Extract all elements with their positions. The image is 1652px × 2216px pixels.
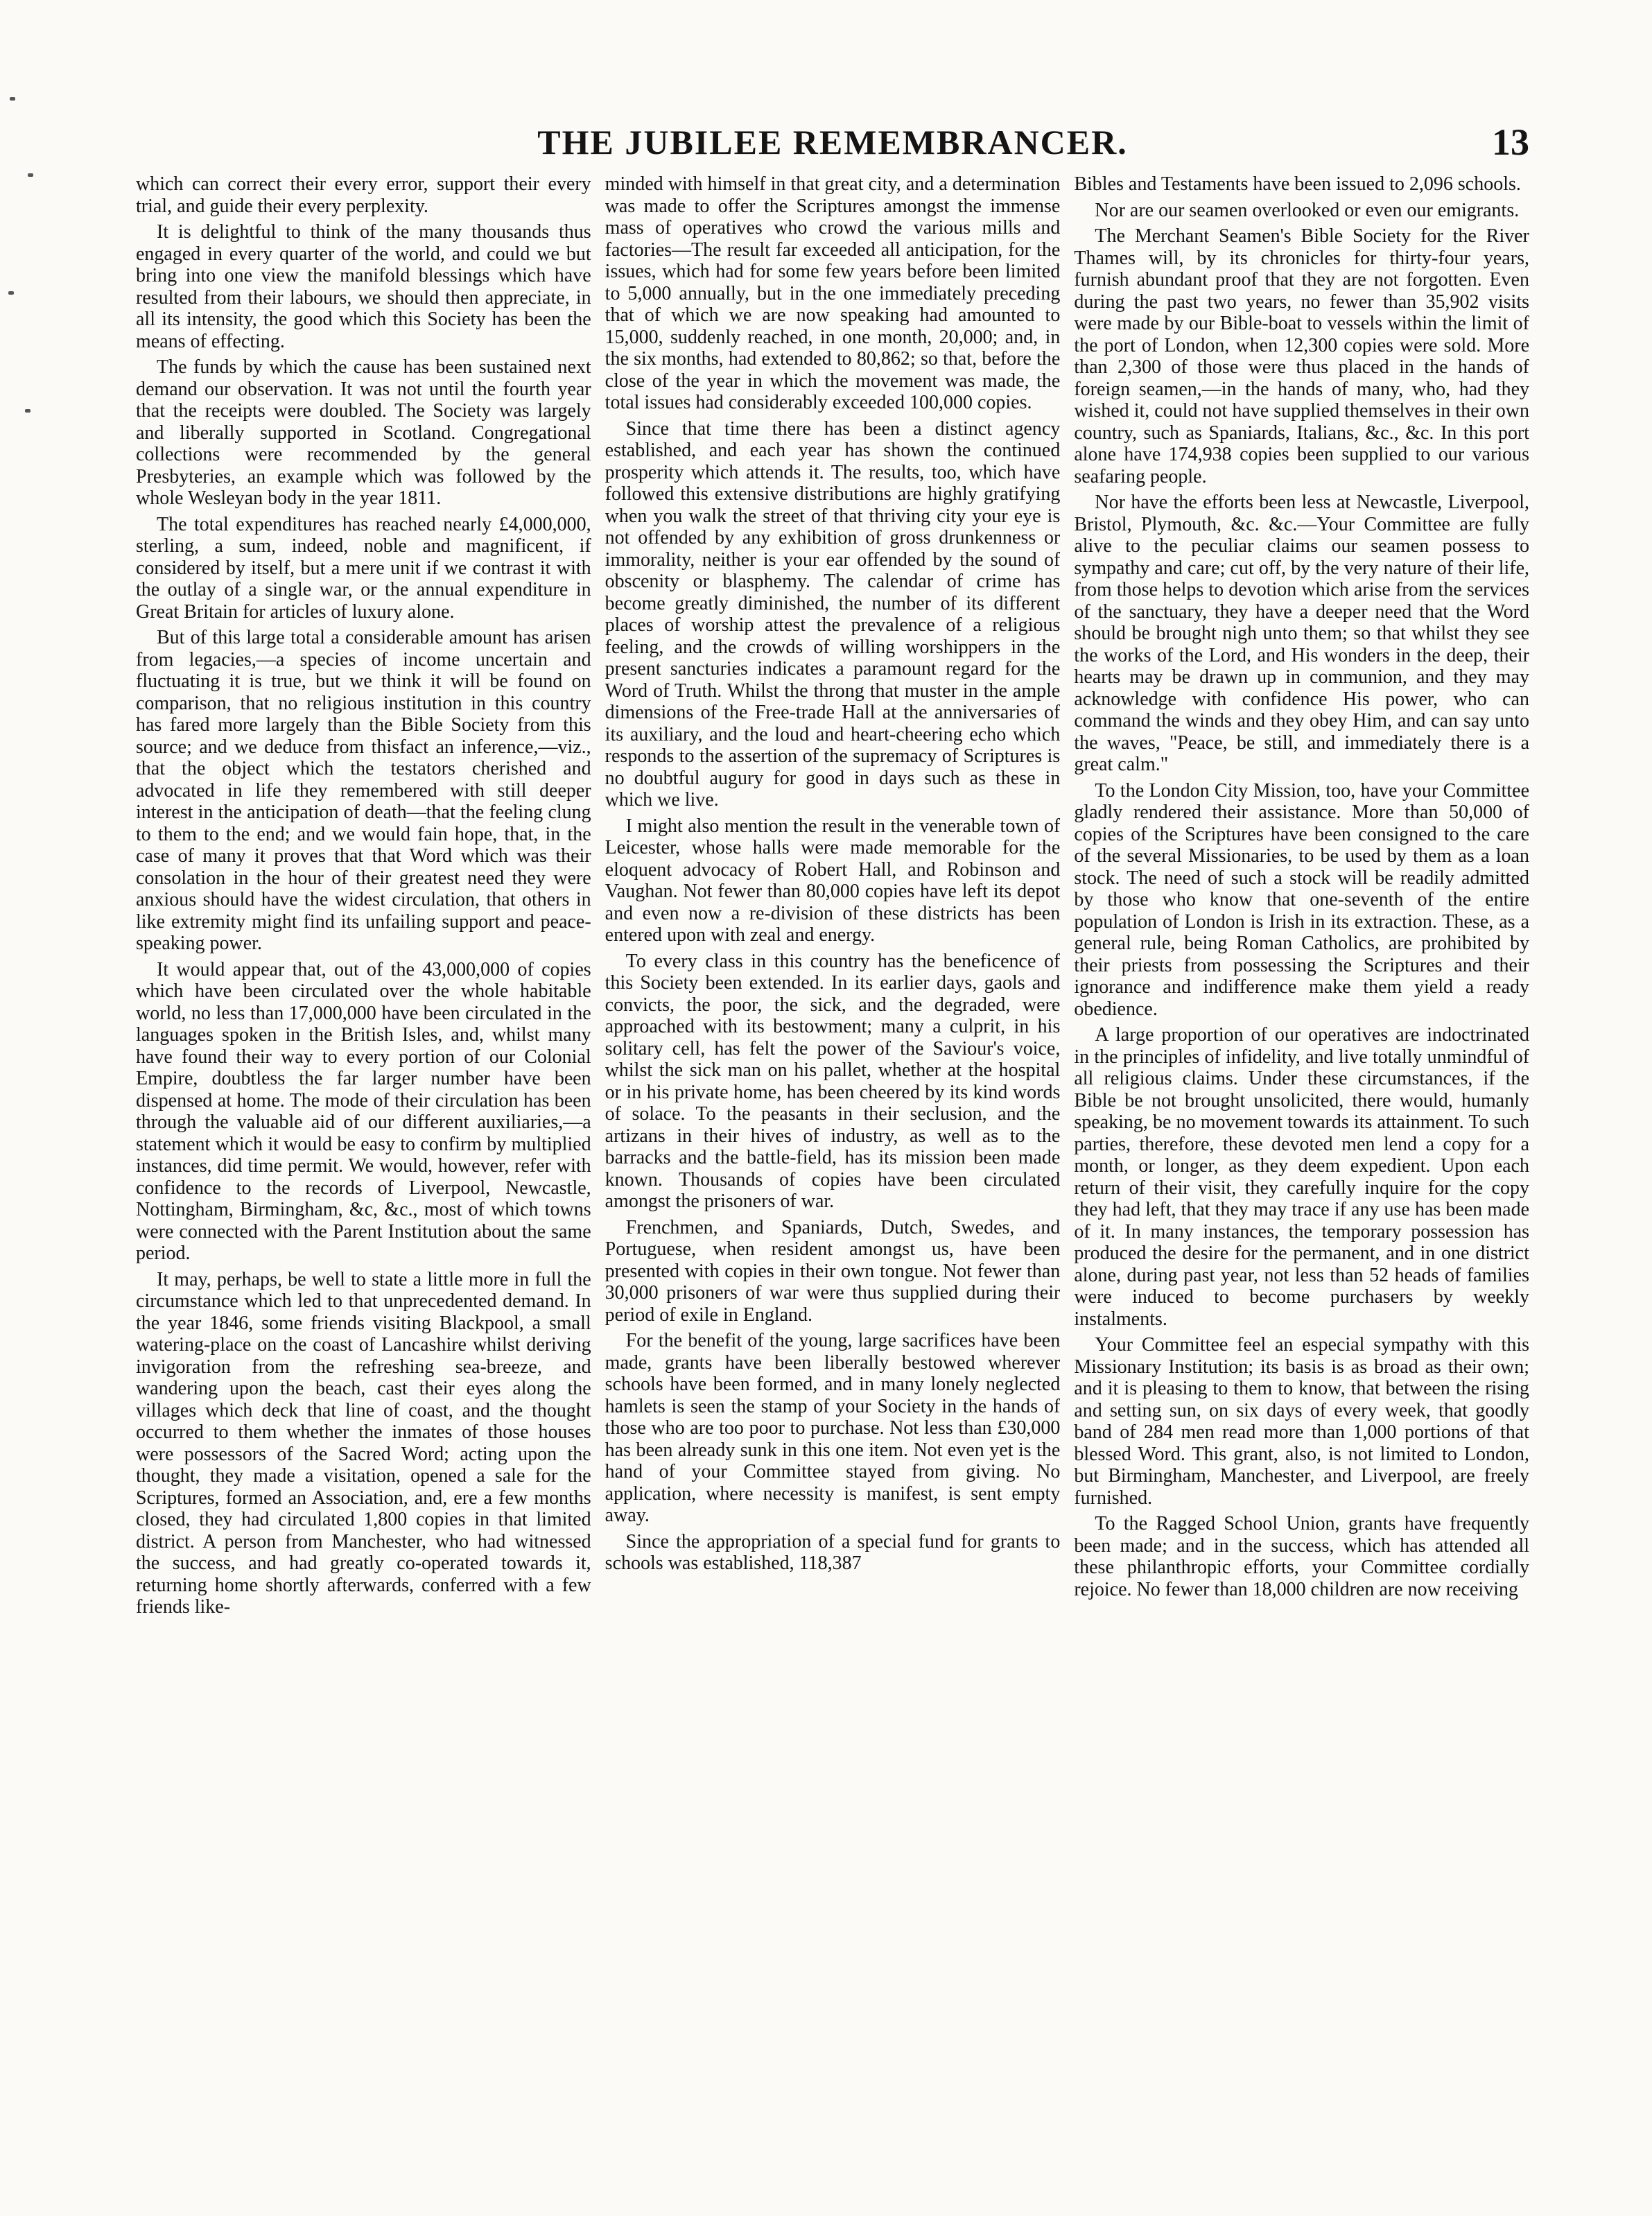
paragraph: Bibles and Testaments have been issued to 2,096 schools. <box>1074 173 1521 195</box>
page-title: THE JUBILEE REMEMBRANCER. <box>537 123 1128 162</box>
paragraph: For the benefit of the young, large sacrifices have been made, grants have been liberally bestowed wherever schools have been formed, and in many lonely neglected hamlets is seen the stamp of your Society in the hands of those who are too poor to purchase. Not less than £30,000 has been already sunk in this one item. Not even yet is the hand of your Committee stayed from giving. No application, where necessity is manifest, is sent empty away. <box>605 1330 1061 1526</box>
running-head <box>136 118 1529 173</box>
column-2 <box>605 173 1061 2170</box>
paragraph: It may, perhaps, be well to state a little more in full the circumstance which led to that unprecedented demand. In the year 1846, some friends visiting Blackpool, a small watering-place on the coast of Lancashire whilst deriving invigoration from the refreshing sea-breeze, and wandering upon the beach, cast their eyes along the villages which deck that line of coast, and the thought occurred to them whether the inmates of those houses were possessors of the Sacred Word; acting upon the thought, they made a visitation, opened a sale for the Scriptures, formed an Association, and, ere a few months closed, they had circulated 1,800 copies in that limited district. A person from Manchester, who had witnessed the success, and had greatly co-operated towards it, returning home shortly afterwards, conferred with a few friends like- <box>136 1268 591 1618</box>
paragraph: To every class in this country has the beneficence of this Society been extended. In its earlier days, gaols and convicts, the poor, the sick, and the degraded, were approached with its bestowment; many a culprit, in his solitary cell, has felt the power of the Saviour's voice, whilst the sick man on his pallet, whether at the hospital or in his private home, has been cheered by its kind words of solace. To the peasants in their seclusion, and the artizans in their hives of industry, as well as to the barracks and the battle-field, has its mission been made known. Thousands of copies have been circulated amongst the prisoners of war. <box>605 950 1061 1212</box>
paragraph: Nor are our seamen overlooked or even our emigrants. <box>1095 199 1520 221</box>
paragraph: The Merchant Seamen's Bible Society for the River Thames will, by its chronicles for thirty-four years, furnish abundant proof that they are not forgotten. Even during the past two years, no fewer than 35,902 visits were made by our Bible-boat to vessels within the limit of the port of London, when 12,300 copies were sold. More than 2,300 of those were thus placed in the hands of foreign seamen,—in the hands of many, who, had they wished it, could not have supplied themselves in their own country, such as Spaniards, Italians, &c., &c. In this port alone have 174,938 copies been supplied to our various seafaring people. <box>1074 225 1530 487</box>
paragraph: minded with himself in that great city, and a determination was made to offer the Scriptures amongst the immense mass of operatives who crowd the various mills and factories—The result far exceeded all anticipation, for the issues, which had for some few years before been limited to 5,000 annually, but in the one immediately preceding that of which we are now speaking had amounted to 15,000, suddenly reached, in one month, 20,000; and, in the six months, had extended to 80,862; so that, before the close of the year in which the movement was made, the total issues had considerably exceeded 100,000 copies. <box>605 173 1061 413</box>
paragraph: Your Committee feel an especial sympathy with this Missionary Institution; its basis is as broad as their own; and it is pleasing to them to know, that between the rising and setting sun, on six days of every week, that goodly band of 284 men read more than 1,000 portions of that blessed Word. This grant, also, is not limited to London, but Birmingham, Manchester, and Liverpool, are freely furnished. <box>1074 1334 1530 1509</box>
paragraph: It is delightful to think of the many thousands thus engaged in every quarter of the world, and could we but bring into one view the manifold blessings which have resulted from their labours, we should then appreciate, in all its intensity, the good which this Society has been the means of effecting. <box>136 221 591 352</box>
column-3 <box>1074 173 1529 2170</box>
paragraph: To the Ragged School Union, grants have frequently been made; and in the success, which has attended all these philanthropic efforts, your Committee cordially rejoice. No fewer than 18,000 children are now receiving <box>1074 1513 1530 1600</box>
column-1 <box>136 173 591 2170</box>
paragraph: I might also mention the result in the venerable town of Leicester, whose halls were made memorable for the eloquent advocacy of Robert Hall, and Robinson and Vaughan. Not fewer than 80,000 copies have left its depot and even now a re-division of these districts has been entered upon with zeal and energy. <box>605 815 1061 946</box>
paragraph: Since the appropriation of a special fund for grants to schools was established, 118,387 <box>605 1530 1061 1574</box>
paragraph: It would appear that, out of the 43,000,000 of copies which have been circulated over the whole habitable world, no less than 17,000,000 have been circulated in the languages spoken in the British Isles, and, whilst many have found their way to every portion of our Colonial Empire, doubtless the far larger number have been dispensed at home. The mode of their circulation has been through the valuable aid of our different auxiliaries,—a statement which it would be easy to confirm by multiplied instances, did time permit. We would, however, refer with confidence to the records of Liverpool, Newcastle, Nottingham, Birmingham, &c, &c., most of which towns were connected with the Parent Institution about the same period. <box>136 958 591 1264</box>
paragraph: The funds by which the cause has been sustained next demand our observation. It was not until the fourth year that the receipts were doubled. The Society was largely and liberally supported in Scotland. Congregational collections were recommended by the general Presbyteries, an example which was followed by the whole Wesleyan body in the year 1811. <box>136 356 591 509</box>
paragraph: But of this large total a considerable amount has arisen from legacies,—a species of income uncertain and fluctuating it is true, but we think it will be found on comparison, that no religious institution in this country has fared more largely than the Bible Society from this source; and we deduce from thisfact an inference,—viz., that the object which the testators cherished and advocated in life they remembered with still deeper interest in the anticipation of death—that the feeling clung to them to the end; and we would fain hope, that, in the case of many it proves that that Word which was their consolation in the hour of their greatest need they were anxious should have the widest circulation, that others in like extremity might find its unfailing support and peace-speaking power. <box>136 627 591 954</box>
paragraph: Since that time there has been a distinct agency established, and each year has shown the continued prosperity which attends it. The results, too, which have followed this extensive distributions are highly gratifying when you walk the street of that thriving city your eye is not offended by any exhibition of gross drunkenness or immorality, neither is your ear offended by the sound of obscenity or blasphemy. The calendar of crime has become greatly diminished, the number of its different places of worship attest the prevalence of a religious feeling, and the crowds of willing worshippers in the present sancturies indicates a paramount regard for the Word of Truth. Whilst the throng that muster in the ample dimensions of the Free-trade Hall at the anniversaries of its auxiliary, and the loud and heart-cheering echo which responds to the assertion of the supremacy of Scriptures is no doubtful augury for good in days such as these in which we live. <box>605 417 1061 811</box>
page-number: 13 <box>1492 121 1529 163</box>
margin-specks <box>0 83 42 499</box>
paragraph: which can correct their every error, support their every trial, and guide their every perplexity. <box>136 173 591 217</box>
paragraph: The total expenditures has reached nearly £4,000,000, sterling, a sum, indeed, noble and magnificent, if considered by itself, but a mere unit if we contrast it with the outlay of a single war, or the annual expenditure in Great Britain for articles of luxury alone. <box>136 513 591 623</box>
paragraph: Nor have the efforts been less at Newcastle, Liverpool, Bristol, Plymouth, &c. &c.—Your Committee are fully alive to the peculiar claims our seamen possess to sympathy and care; cut off, by the very nature of their life, from those helps to devotion which arise from the services of the sanctuary, they have a deeper need that the Word should be brought nigh unto them; so that whilst they see the works of the Lord, and His wonders in the deep, their hearts may be drawn up in communion, and they may acknowledge with confidence His power, who can command the winds and they obey Him, and can say unto the waves, "Peace, be still, and immediately there is a great calm." <box>1074 492 1530 775</box>
paragraph: Frenchmen, and Spaniards, Dutch, Swedes, and Portuguese, when resident amongst us, have been presented with copies in their own tongue. Not fewer than 30,000 prisoners of war were thus supplied during their period of exile in England. <box>605 1216 1061 1326</box>
paragraph: A large proportion of our operatives are indoctrinated in the principles of infidelity, and live totally unmindful of all religious claims. Under these circumstances, if the Bible be not brought unsolicited, there would, humanly speaking, be no movement towards its attainment. To such parties, therefore, these devoted men lend a copy for a month, or longer, as they deem expedient. Upon each return of their visit, they carefully inquire for the copy they had left, that they may trace if any use has been made of it. In many instances, the temporary possession has produced the desire for the permanent, and in one district alone, during past year, not less than 52 heads of families were induced to become purchasers by weekly instalments. <box>1074 1024 1530 1330</box>
paragraph: To the London City Mission, too, have your Committee gladly rendered their assistance. More than 50,000 of copies of the Scriptures have been consigned to the care of the several Missionaries, to be used by them as a loan stock. The need of such a stock will be readily admitted by those who know that one-seventh of the entire population of London is Irish in its extraction. These, as a general rule, being Roman Catholics, are prohibited by their priests from possessing the Scriptures and their ignorance and indifference make them yield a ready obedience. <box>1074 779 1530 1020</box>
text-columns <box>136 173 1529 2170</box>
